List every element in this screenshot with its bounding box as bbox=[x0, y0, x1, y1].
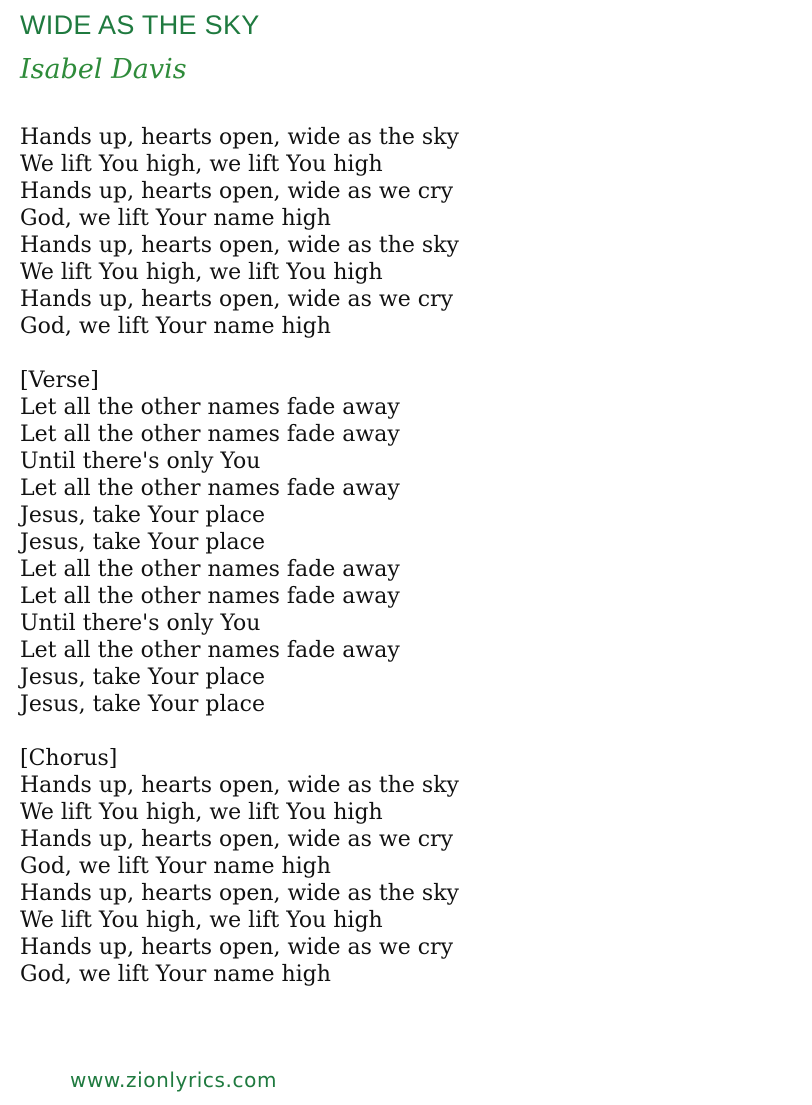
lyric-line: Hands up, hearts open, wide as the sky bbox=[20, 233, 459, 258]
lyric-line: Jesus, take Your place bbox=[20, 665, 265, 690]
lyric-line: Let all the other names fade away bbox=[20, 557, 400, 582]
lyric-line: Hands up, hearts open, wide as we cry bbox=[20, 287, 453, 312]
lyric-line: Hands up, hearts open, wide as we cry bbox=[20, 827, 453, 852]
lyric-line: We lift You high, we lift You high bbox=[20, 152, 383, 177]
website-footer: www.zionlyrics.com bbox=[70, 1068, 278, 1092]
lyric-line: Jesus, take Your place bbox=[20, 530, 265, 555]
section-label: [Verse] bbox=[20, 368, 99, 393]
lyric-line: Let all the other names fade away bbox=[20, 422, 400, 447]
lyric-line: Hands up, hearts open, wide as the sky bbox=[20, 773, 459, 798]
lyric-line: Jesus, take Your place bbox=[20, 503, 265, 528]
lyric-line: We lift You high, we lift You high bbox=[20, 260, 383, 285]
lyric-line: Let all the other names fade away bbox=[20, 584, 400, 609]
lyric-line: Hands up, hearts open, wide as the sky bbox=[20, 881, 459, 906]
stanza-verse bbox=[20, 367, 459, 718]
lyric-line: Let all the other names fade away bbox=[20, 638, 400, 663]
song-title: WIDE AS THE SKY bbox=[20, 10, 260, 40]
lyric-line: Hands up, hearts open, wide as we cry bbox=[20, 179, 453, 204]
stanza-chorus bbox=[20, 745, 459, 988]
lyric-line: Until there's only You bbox=[20, 611, 261, 636]
lyrics-body bbox=[20, 124, 459, 988]
lyric-line: Let all the other names fade away bbox=[20, 395, 400, 420]
lyric-line: Hands up, hearts open, wide as the sky bbox=[20, 125, 459, 150]
lyric-line: Jesus, take Your place bbox=[20, 692, 265, 717]
lyric-line: God, we lift Your name high bbox=[20, 962, 331, 987]
lyric-line: Until there's only You bbox=[20, 449, 261, 474]
lyric-line: Let all the other names fade away bbox=[20, 476, 400, 501]
lyric-line: God, we lift Your name high bbox=[20, 854, 331, 879]
section-label: [Chorus] bbox=[20, 746, 118, 771]
artist-name: Isabel Davis bbox=[20, 54, 187, 85]
lyric-line: We lift You high, we lift You high bbox=[20, 908, 383, 933]
lyric-line: God, we lift Your name high bbox=[20, 206, 331, 231]
lyric-line: God, we lift Your name high bbox=[20, 314, 331, 339]
lyric-line: Hands up, hearts open, wide as we cry bbox=[20, 935, 453, 960]
lyric-line: We lift You high, we lift You high bbox=[20, 800, 383, 825]
stanza-intro bbox=[20, 124, 459, 340]
